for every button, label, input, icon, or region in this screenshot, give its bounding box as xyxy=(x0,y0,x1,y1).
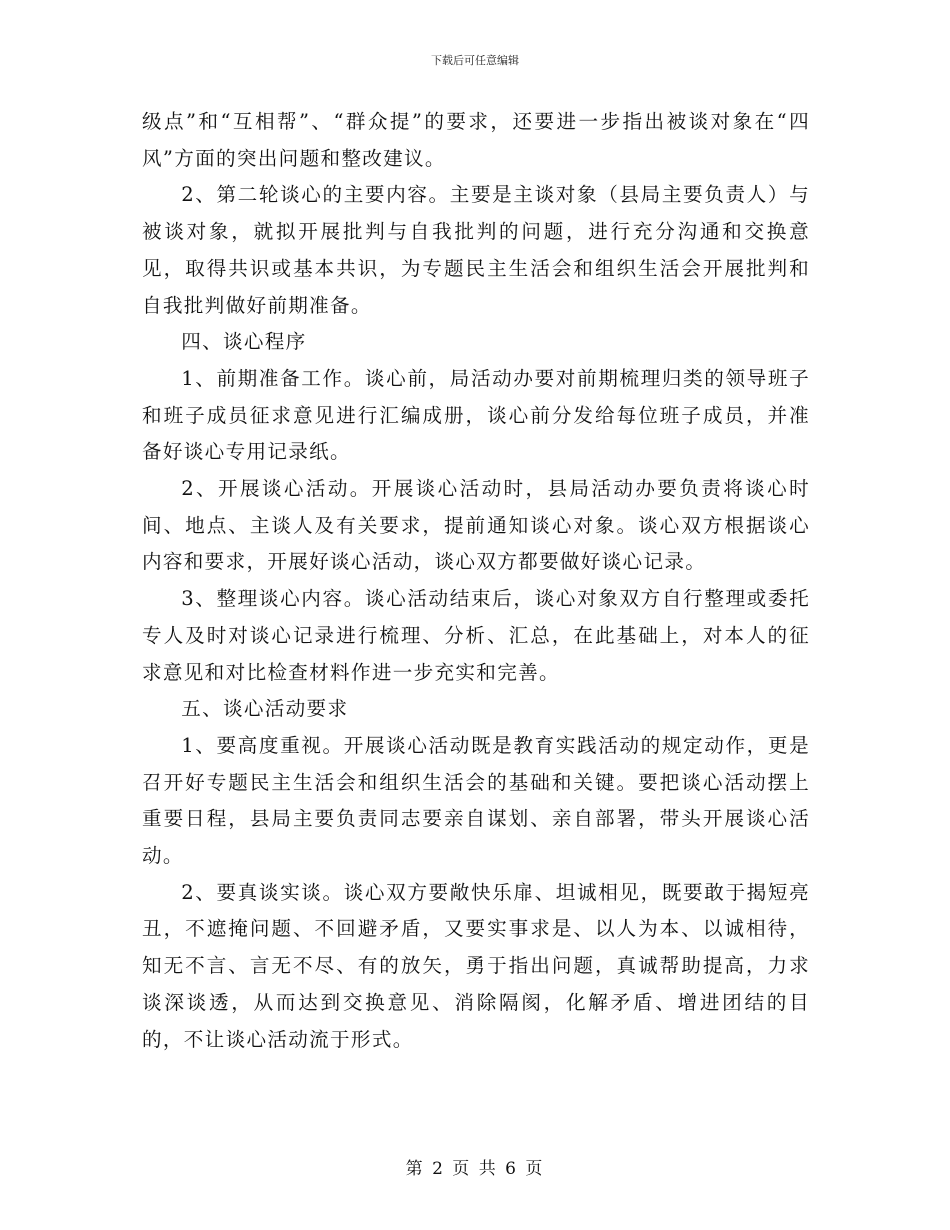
section-heading-5: 五、谈心活动要求 xyxy=(181,697,349,721)
document-body xyxy=(142,104,810,1058)
paragraph-5: 3、整理谈心内容。谈心活动结束后，谈心对象双方自行整理或委托专人及时对谈心记录进行梳理、分析、汇总，在此基础上，对本人的征求意见和对比检查材料作进一步充实和完善。 xyxy=(142,587,810,684)
paragraph-3: 1、前期准备工作。谈心前，局活动办要对前期梳理归类的领导班子和班子成员征求意见进行汇编成册，谈心前分发给每位班子成员，并准备好谈心专用记录纸。 xyxy=(142,366,810,464)
paragraph-2: 2、第二轮谈心的主要内容。主要是主谈对象（县局主要负责人）与被谈对象，就拟开展批判与自我批判的问题，进行充分沟通和交换意见，取得共识或基本共识，为专题民主生活会和组织生活会开展批判和自我批判做好前期准备。 xyxy=(142,183,810,317)
paragraph-6: 1、要高度重视。开展谈心活动既是教育实践活动的规定动作，更是召开好专题民主生活会和组织生活会的基础和关键。要把谈心活动摆上重要日程，县局主要负责同志要亲自谋划、亲自部署，带头开展谈心活动。 xyxy=(142,733,810,868)
paragraph-4: 2、开展谈心活动。开展谈心活动时，县局活动办要负责将谈心时间、地点、主谈人及有关要求，提前通知谈心对象。谈心双方根据谈心内容和要求，开展好谈心活动，谈心双方都要做好谈心记录。 xyxy=(142,477,810,574)
page-number-footer: 第 2 页 共 6 页 xyxy=(405,1159,545,1179)
paragraph-1: 级点”和“互相帮”、“群众提”的要求，还要进一步指出被谈对象在“四风”方面的突出问题和整改建议。 xyxy=(142,110,810,170)
section-heading-4: 四、谈心程序 xyxy=(181,330,307,354)
page-header: 下载后可任意编辑 xyxy=(431,54,519,67)
paragraph-7: 2、要真谈实谈。谈心双方要敞快乐扉、坦诚相见，既要敢于揭短亮丑，不遮掩问题、不回避矛盾，又要实事求是、以人为本、以诚相待，知无不言、言无不尽、有的放矢，勇于指出问题，真诚帮助提高，力求谈深谈透，从而达到交换意见、消除隔阂，化解矛盾、增进团结的目的，不让谈心活动流于形式。 xyxy=(142,880,810,1051)
